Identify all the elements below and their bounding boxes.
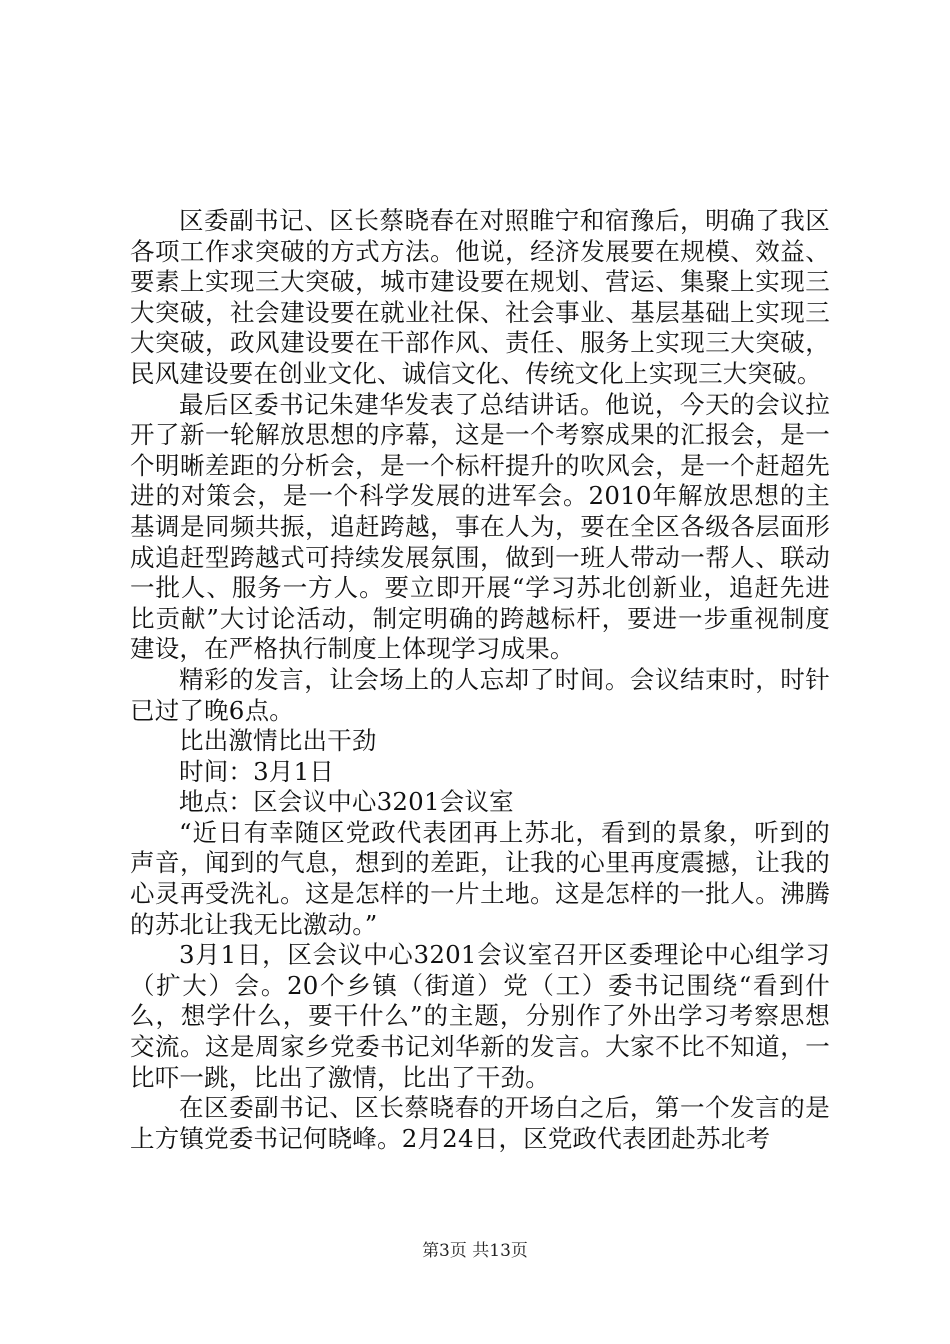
document-body bbox=[130, 206, 830, 1154]
paragraph-9: 在区委副书记、区长蔡晓春的开场白之后，第一个发言的是上方镇党委书记何晓峰。2月24日，区党政代表团赴苏北考 bbox=[130, 1093, 830, 1153]
paragraph-8: 3月1日，区会议中心3201会议室召开区委理论中心组学习（扩大）会。20个乡镇（街道）党（工）委书记围绕“看到什么，想学什么，要干什么”的主题，分别作了外出学习考察思想交流。这是周家乡党委书记刘华新的发言。大家不比不知道，一比吓一跳，比出了激情，比出了干劲。 bbox=[130, 940, 830, 1092]
meeting-time: 时间：3月1日 bbox=[179, 756, 335, 786]
paragraph-quote: “近日有幸随区党政代表团再上苏北，看到的景象，听到的声音，闻到的气息，想到的差距，让我的心里再度震撼，让我的心灵再受洗礼。这是怎样的一片土地。这是怎样的一批人。沸腾的苏北让我无比激动。” bbox=[130, 817, 830, 939]
paragraph-3: 精彩的发言，让会场上的人忘却了时间。会议结束时，时针已过了晚6点。 bbox=[130, 664, 830, 725]
paragraph-1: 区委副书记、区长蔡晓春在对照睢宁和宿豫后，明确了我区各项工作求突破的方式方法。他说，经济发展要在规模、效益、要素上实现三大突破，城市建设要在规划、营运、集聚上实现三大突破，社会建设要在就业社保、社会事业、基层基础上实现三大突破，政风建设要在干部作风、责任、服务上实现三大突破，民风建设要在创业文化、诚信文化、传统文化上实现三大突破。 bbox=[130, 206, 830, 388]
meeting-location: 地点：区会议中心3201会议室 bbox=[179, 787, 514, 817]
page-footer: 第3页 共13页 bbox=[422, 1241, 528, 1261]
paragraph-2: 最后区委书记朱建华发表了总结讲话。他说，今天的会议拉开了新一轮解放思想的序幕，这是一个考察成果的汇报会，是一个明晰差距的分析会，是一个标杆提升的吹风会，是一个赶超先进的对策会，是一个科学发展的进军会。2010年解放思想的主基调是同频共振，追赶跨越，事在人为，要在全区各级各层面形成追赶型跨越式可持续发展氛围，做到一班人带动一帮人、联动一批人、服务一方人。要立即开展“学习苏北创新业，追赶先进比贡献”大讨论活动，制定明确的跨越标杆，要进一步重视制度建设，在严格执行制度上体现学习成果。 bbox=[130, 389, 830, 664]
section-heading: 比出激情比出干劲 bbox=[179, 726, 377, 756]
